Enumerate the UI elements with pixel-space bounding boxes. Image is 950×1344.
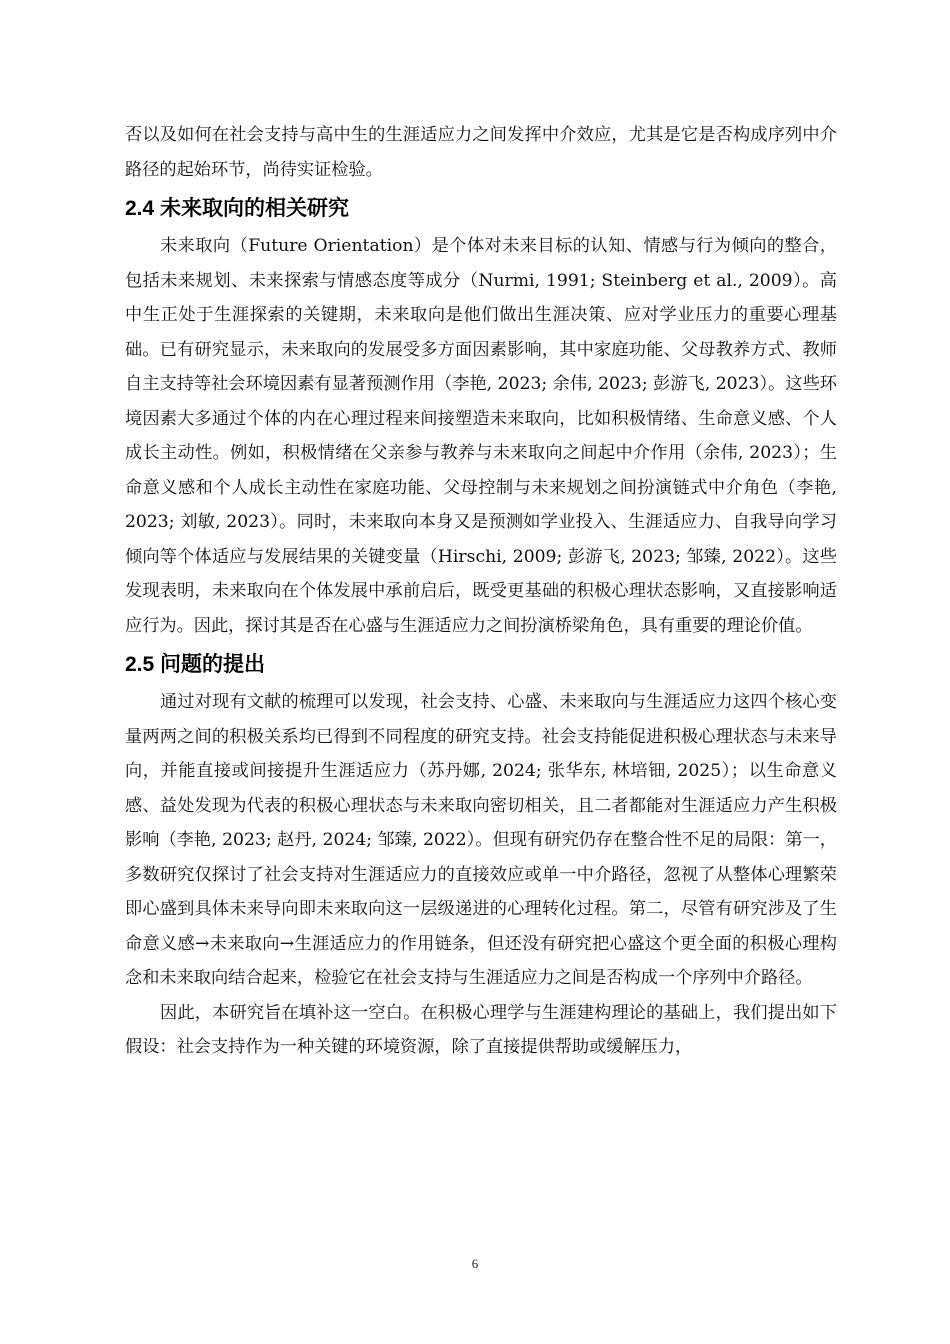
section-heading-2-4: 2.4 未来取向的相关研究 bbox=[125, 197, 350, 220]
section-2-5-paragraph-1: 通过对现有文献的梳理可以发现，社会支持、心盛、未来取向与生涯适应力这四个核心变量两两之间的积极关系均已得到不同程度的研究支持。社会支持能促进积极心理状态与未来导向，并能直接或间接提升生涯适应力（苏丹娜, 2024; 张华东, 林培钿, 2025）；以生命意义感、益处发现为代表的积极心理状态与未来取向密切相关，且二者都能对生涯适应力产生积极影响（李艳, 2023; 赵丹, 2024; 邹臻, 2022）。但现有研究仍存在整合性不足的局限：第一，多数研究仅探讨了社会支持对生涯适应力的直接效应或单一中介路径，忽视了从整体心理繁荣即心盛到具体未来导向即未来取向这一层级递进的心理转化过程。第二，尽管有研究涉及了生命意义感→未来取向→生涯适应力的作用链条，但还没有研究把心盛这个更全面的积极心理构念和未来取向结合起来，检验它在社会支持与生涯适应力之间是否构成一个序列中介路径。 bbox=[125, 692, 837, 988]
section-2-5-paragraph-2: 因此，本研究旨在填补这一空白。在积极心理学与生涯建构理论的基础上，我们提出如下假设：社会支持作为一种关键的环境资源，除了直接提供帮助或缓解压力， bbox=[125, 1002, 837, 1057]
page-number: 6 bbox=[471, 1256, 479, 1271]
section-2-4-paragraph: 未来取向（Future Orientation）是个体对未来目标的认知、情感与行为倾向的整合，包括未来规划、未来探索与情感态度等成分（Nurmi, 1991; Steinberg et al., 2009）。高中生正处于生涯探索的关键期，未来取向是他们做出生涯决策、应对学业压力的重要心理基础。已有研究显示，未来取向的发展受多方面因素影响，其中家庭功能、父母教养方式、教师自主支持等社会环境因素有显著预测作用（李艳, 2023; 余伟, 2023; 彭游飞, 2023）。这些环境因素大多通过个体的内在心理过程来间接塑造未来取向，比如积极情绪、生命意义感、个人成长主动性。例如，积极情绪在父亲参与教养与未来取向之间起中介作用（余伟, 2023）；生命意义感和个人成长主动性在家庭功能、父母控制与未来规划之间扮演链式中介角色（李艳, 2023; 刘敏, 2023）。同时，未来取向本身又是预测如学业投入、生涯适应力、自我导向学习倾向等个体适应与发展结果的关键变量（Hirschi, 2009; 彭游飞, 2023; 邹臻, 2022）。这些发现表明，未来取向在个体发展中承前启后，既受更基础的积极心理状态影响，又直接影响适应行为。因此，探讨其是否在心盛与生涯适应力之间扮演桥梁角色，具有重要的理论价值。 bbox=[125, 236, 837, 636]
section-heading-2-5: 2.5 问题的提出 bbox=[125, 653, 266, 676]
page-content bbox=[125, 118, 837, 1065]
intro-paragraph: 否以及如何在社会支持与高中生的生涯适应力之间发挥中介效应，尤其是它是否构成序列中介路径的起始环节，尚待实证检验。 bbox=[125, 125, 837, 180]
